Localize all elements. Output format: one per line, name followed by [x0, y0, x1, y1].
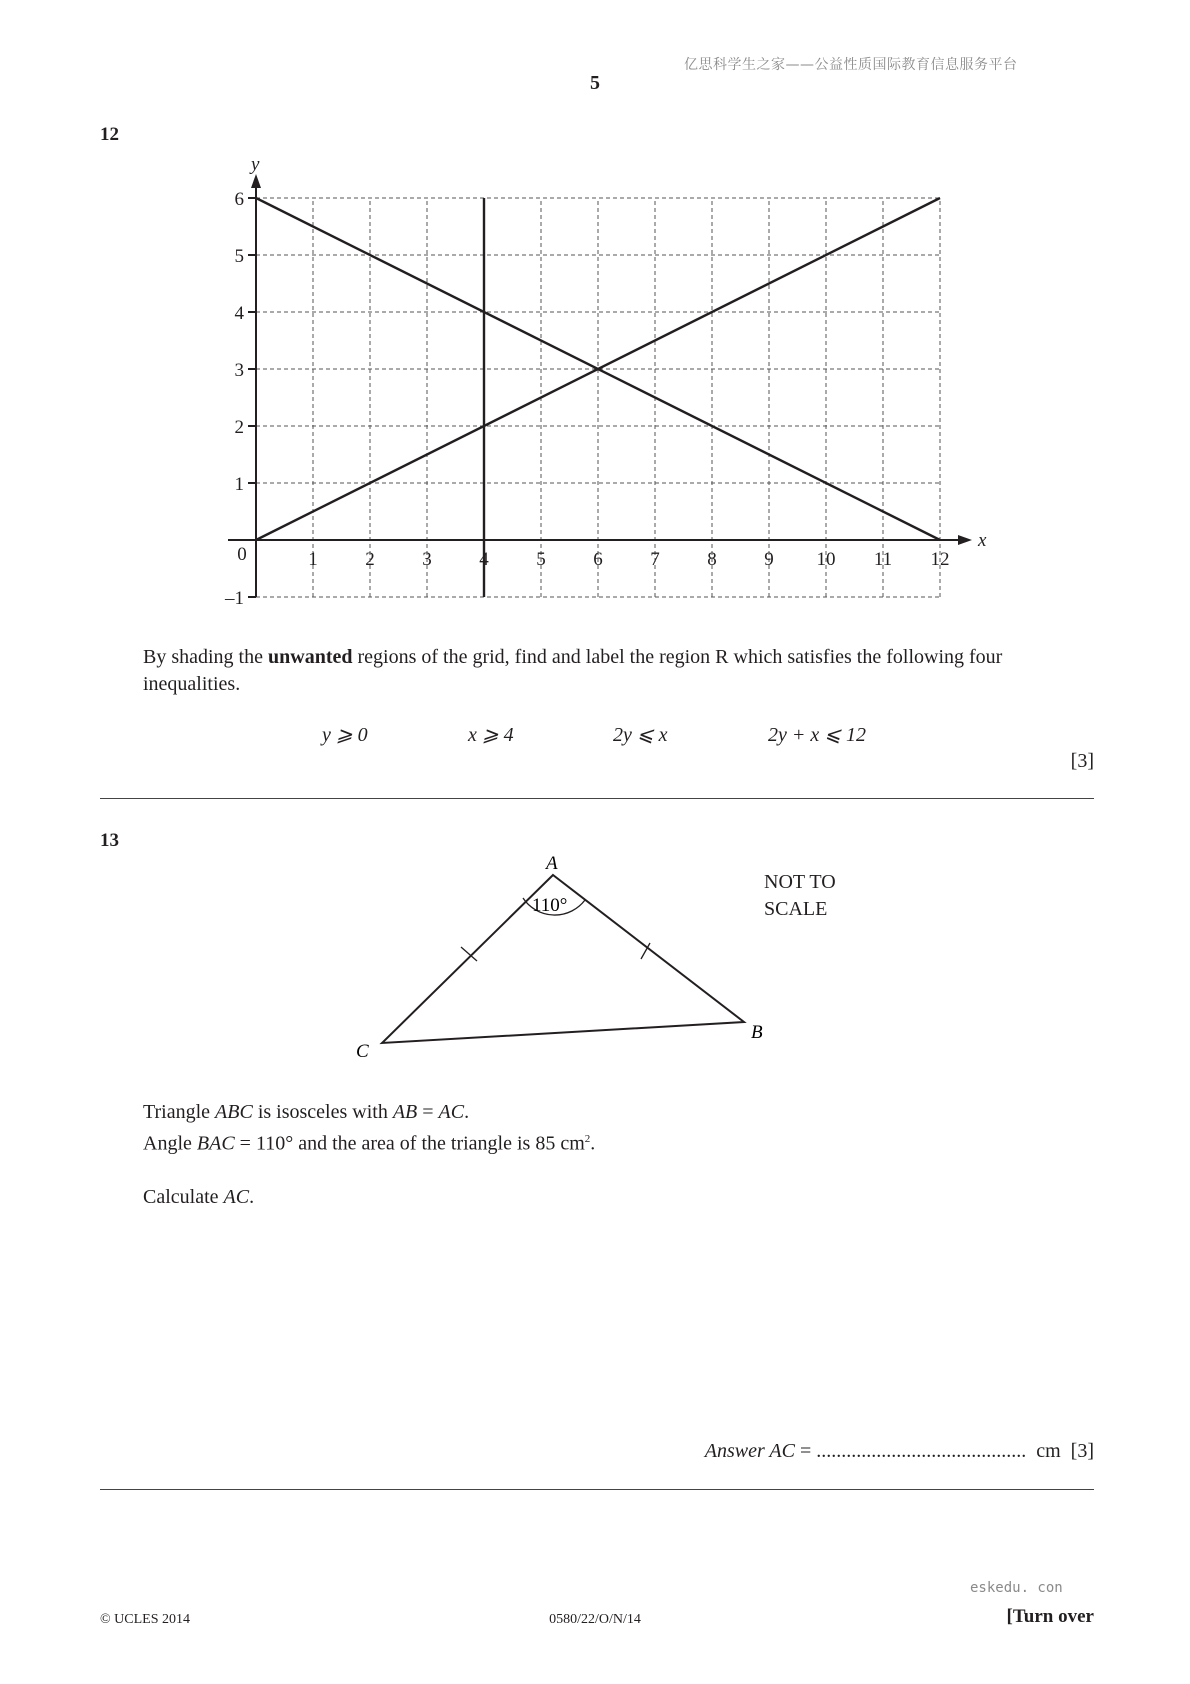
x-tick-label: 11: [873, 549, 893, 570]
q13-line1: [143, 1099, 595, 1126]
q13-line2: [143, 1126, 595, 1158]
y-tick-label: 1: [234, 474, 244, 495]
vertex-label-a: A: [546, 853, 558, 874]
x-tick-label: 7: [650, 549, 660, 570]
q13-line1-abc: ABC: [215, 1101, 253, 1123]
not-to-scale-note: [764, 869, 836, 923]
q13-line1-a: Triangle: [143, 1101, 216, 1123]
divider-line: [100, 798, 1094, 799]
angle-label: 110°: [532, 895, 568, 916]
footer-copyright: © UCLES 2014: [100, 1612, 190, 1627]
inequality-1: y ⩾ 0: [322, 724, 368, 746]
q13-line2-a: Angle: [143, 1132, 197, 1155]
x-tick-label: 6: [593, 549, 603, 570]
q13-line1-end: .: [464, 1101, 470, 1123]
q13-text: [143, 1099, 595, 1211]
q12-marks: [3]: [1070, 750, 1094, 772]
watermark-text: 亿思科学生之家——公益性质国际教育信息服务平台: [684, 57, 1018, 73]
q13-line1-ac: AC: [438, 1101, 465, 1123]
y-tick-label: 5: [234, 246, 244, 267]
answer-field[interactable]: ..........................................: [816, 1440, 1027, 1462]
q12-text-prefix: By shading the: [143, 646, 268, 668]
footer-code: 0580/22/O/N/14: [549, 1612, 641, 1627]
y-tick-label: 2: [234, 417, 244, 438]
q12-instruction: [143, 644, 1099, 698]
not-to-scale-line2: SCALE: [764, 898, 828, 920]
question-number-12: 12: [100, 124, 119, 145]
divider-line-2: [100, 1489, 1094, 1490]
x-tick-label: 3: [422, 549, 432, 570]
inequality-2: x ⩾ 4: [468, 724, 514, 746]
x-tick-label: 2: [365, 549, 375, 570]
question-number-13: 13: [100, 830, 119, 851]
q13-marks: [3]: [1070, 1440, 1094, 1462]
page-number: 5: [590, 72, 600, 94]
y-tick-label: 4: [234, 303, 244, 324]
y-tick-label: 6: [234, 189, 244, 210]
x-axis-label: x: [978, 530, 987, 551]
y-axis-label: y: [251, 154, 260, 175]
q13-line2-sup: 2: [584, 1133, 591, 1145]
x-tick-label: 8: [707, 549, 717, 570]
triangle-diagram: [340, 845, 790, 1075]
q13-line2-end: .: [590, 1132, 596, 1155]
q13-line1-b: is isosceles with: [252, 1101, 393, 1123]
x-axis-arrow: [958, 535, 972, 545]
q13-line3-ac: AC: [223, 1185, 250, 1208]
x-tick-label: 12: [930, 549, 950, 570]
q13-line2-b: = 110° and the area of the triangle is 85 cm: [234, 1132, 585, 1155]
q12-text-rest: regions of the grid, find and label the region R which satisfies the following four: [352, 646, 1003, 668]
origin-label: 0: [237, 544, 247, 565]
q13-line1-ab: AB: [392, 1101, 418, 1123]
q12-instruction-line2: inequalities.: [143, 673, 241, 695]
x-tick-label: 9: [764, 549, 774, 570]
inequality-graph: [200, 140, 990, 610]
q12-instruction-line1: [143, 644, 1099, 671]
footer-site: eskedu. con: [970, 1580, 1063, 1596]
x-tick-label: 4: [479, 549, 489, 570]
q13-line3: [143, 1184, 595, 1211]
q13-line3-end: .: [249, 1185, 255, 1208]
vertex-label-c: C: [356, 1041, 369, 1062]
x-tick-label: 1: [308, 549, 318, 570]
q13-answer-line: [705, 1440, 1094, 1463]
inequality-4: 2y + x ⩽ 12: [768, 724, 867, 746]
y-axis-arrow: [251, 174, 261, 188]
x-tick-label: 10: [816, 549, 836, 570]
y-tick-label: 3: [234, 360, 244, 381]
q13-line2-bac: BAC: [196, 1132, 235, 1155]
vertex-label-b: B: [751, 1022, 763, 1043]
not-to-scale-line1: NOT TO: [764, 871, 836, 893]
q13-line3-a: Calculate: [143, 1185, 224, 1208]
x-tick-label: 5: [536, 549, 546, 570]
answer-unit: cm: [1036, 1440, 1061, 1462]
q13-line1-eq: =: [417, 1101, 439, 1123]
answer-label: Answer AC: [704, 1440, 795, 1462]
q12-text-bold: unwanted: [268, 646, 353, 668]
inequality-3: 2y ⩽ x: [613, 724, 668, 746]
y-tick-label: –1: [225, 588, 244, 609]
answer-eq: =: [794, 1440, 817, 1462]
turn-over: [Turn over: [1006, 1606, 1094, 1627]
